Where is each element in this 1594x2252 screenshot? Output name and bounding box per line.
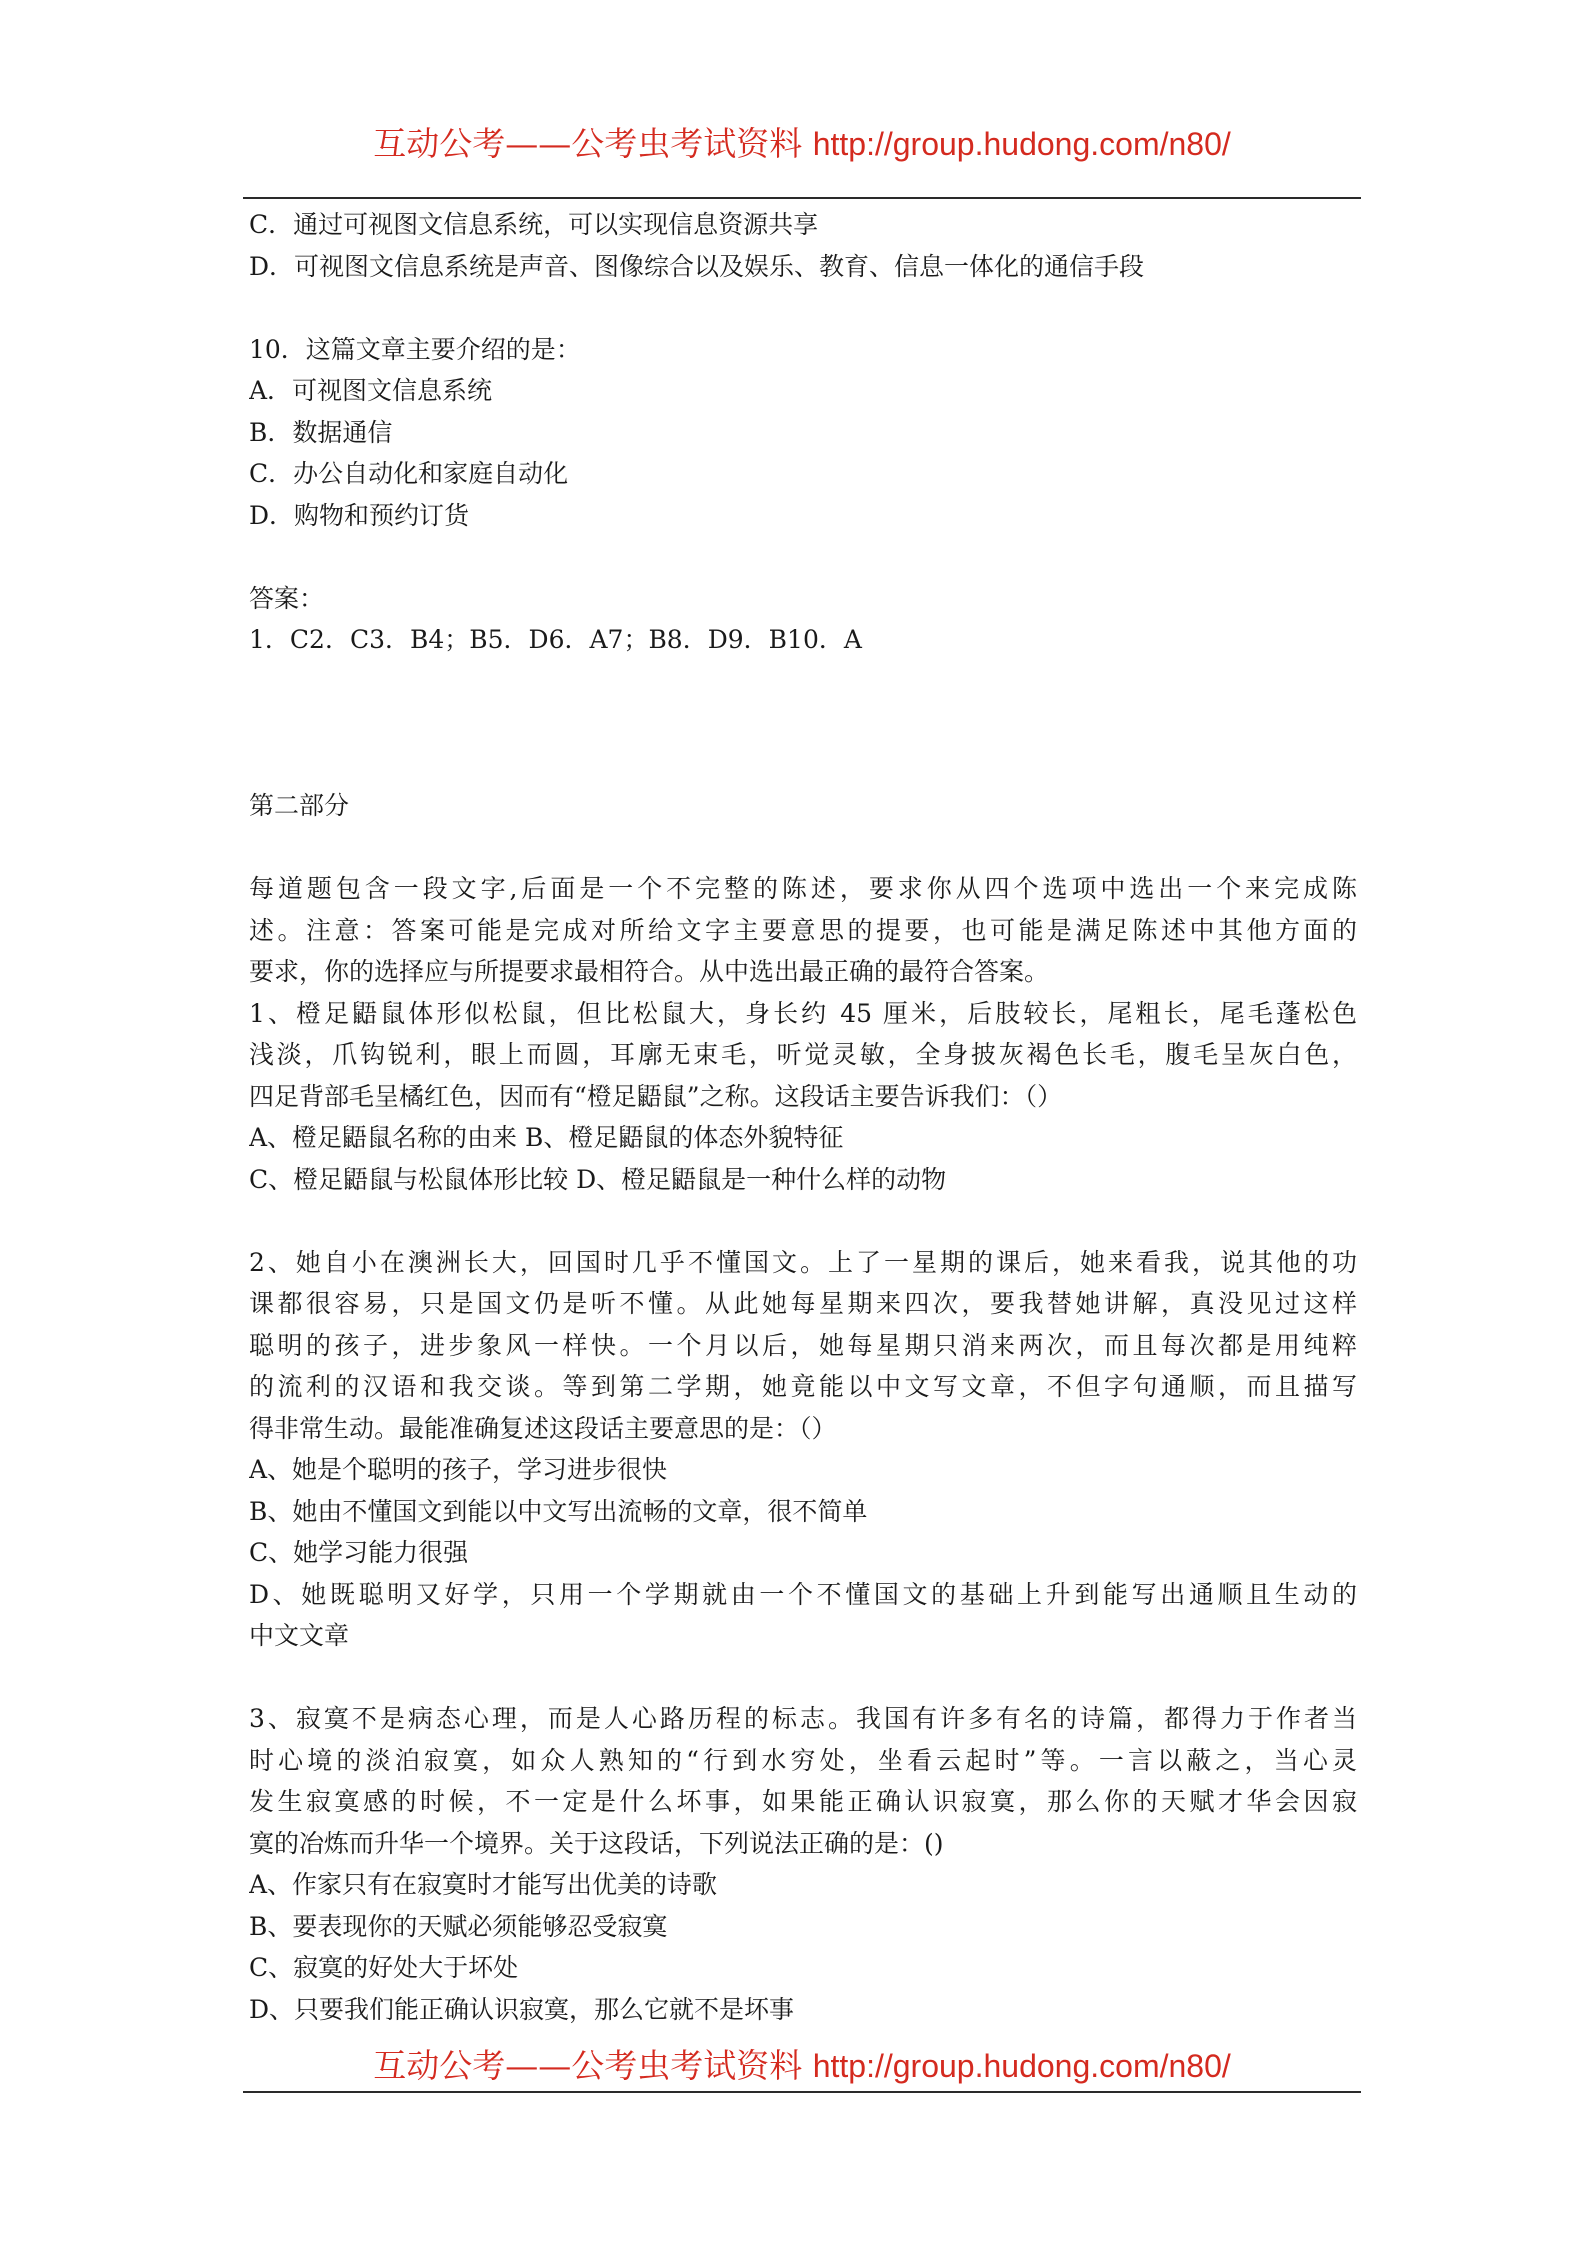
intro-line: 述。注意：答案可能是完成对所给文字主要意思的提要，也可能是满足陈述中其他方面的	[249, 915, 1357, 945]
intro-line: 要求，你的选择应与所提要求最相符合。从中选出最正确的最符合答案。	[249, 957, 1050, 986]
q9-option-c: C．通过可视图文信息系统，可以实现信息资源共享	[249, 210, 819, 239]
q10-option-d: D．购物和预约订货	[249, 500, 470, 530]
q10-option-b: B．数据通信	[249, 417, 393, 447]
answer-text: 1．C2．C3．B4；B5．D6．A7；B8．D9．B10．A	[249, 625, 862, 654]
q2-option-d: D、她既聪明又好学，只用一个学期就由一个不懂国文的基础上升到能写出通顺且生动的	[249, 1579, 1357, 1609]
q3-stem-line: 寞的冶炼而升华一个境界。关于这段话，下列说法正确的是：()	[249, 1828, 944, 1858]
q1-stem-line: 四足背部毛呈橘红色，因而有“橙足鼯鼠”之称。这段话主要告诉我们：（）	[249, 1081, 1063, 1111]
header-divider	[243, 197, 1361, 199]
q2-stem-line: 聪明的孩子，进步象风一样快。一个月以后，她每星期只消来两次，而且每次都是用纯粹	[249, 1330, 1357, 1360]
q10-option-a: A．可视图文信息系统	[249, 376, 493, 405]
q2-stem-line: 的流利的汉语和我交谈。等到第二学期，她竟能以中文写文章，不但字句通顺，而且描写	[249, 1372, 1357, 1401]
intro-line: 每道题包含一段文字,后面是一个不完整的陈述，要求你从四个选项中选出一个来完成陈	[249, 874, 1357, 903]
answer-label: 答案：	[249, 583, 325, 613]
q3-stem-line: 时心境的淡泊寂寞，如众人熟知的“行到水穷处，坐看云起时”等。一言以蔽之，当心灵	[249, 1745, 1357, 1775]
q2-option-c: C、她学习能力很强	[249, 1538, 469, 1567]
q3-option-d: D、只要我们能正确认识寂寞，那么它就不是坏事	[249, 1994, 795, 2024]
q2-option-b: B、她由不懂国文到能以中文写出流畅的文章，很不简单	[249, 1496, 868, 1526]
footer-url-link[interactable]: http://group.hudong.com/n80/	[812, 2048, 1231, 2084]
q3-stem-line: 发生寂寞感的时候，不一定是什么坏事，如果能正确认识寂寞，那么你的天赋才华会因寂	[249, 1787, 1357, 1816]
header-title: 互动公考——公考虫考试资料	[373, 124, 803, 163]
q1-stem-line: 1、橙足鼯鼠体形似松鼠，但比松鼠大，身长约 45 厘米，后肢较长，尾粗长，尾毛蓬松色	[249, 998, 1357, 1028]
footer-divider	[243, 2091, 1361, 2093]
page-header	[243, 122, 1361, 166]
q2-stem-line: 得非常生动。最能准确复述这段话主要意思的是：（）	[249, 1413, 837, 1443]
q2-stem-line: 课都很容易，只是国文仍是听不懂。从此她每星期来四次，要我替她讲解，真没见过这样	[249, 1289, 1357, 1318]
q2-stem-line: 2、她自小在澳洲长大，回国时几乎不懂国文。上了一星期的课后，她来看我，说其他的功	[249, 1247, 1357, 1277]
page-footer	[243, 2044, 1361, 2088]
q10-stem: 10．这篇文章主要介绍的是：	[249, 334, 581, 364]
header-url-link[interactable]: http://group.hudong.com/n80/	[812, 126, 1231, 162]
q10-option-c: C．办公自动化和家庭自动化	[249, 459, 569, 488]
document-body	[249, 204, 1357, 2030]
footer-title: 互动公考——公考虫考试资料	[373, 2046, 803, 2085]
q3-option-b: B、要表现你的天赋必须能够忍受寂寞	[249, 1911, 668, 1941]
q3-stem-line: 3、寂寞不是病态心理，而是人心路历程的标志。我国有许多有名的诗篇，都得力于作者当	[249, 1704, 1357, 1733]
section2-title: 第二部分	[249, 791, 350, 820]
q1-options-cd: C、橙足鼯鼠与松鼠体形比较 D、橙足鼯鼠是一种什么样的动物	[249, 1164, 947, 1194]
q2-option-a: A、她是个聪明的孩子，学习进步很快	[249, 1455, 668, 1484]
q1-stem-line: 浅淡，爪钩锐利，眼上而圆，耳廓无束毛，听觉灵敏，全身披灰褐色长毛，腹毛呈灰白色，	[249, 1040, 1357, 1069]
q3-option-c: C、寂寞的好处大于坏处	[249, 1953, 519, 1982]
q1-options-ab: A、橙足鼯鼠名称的由来 B、橙足鼯鼠的体态外貌特征	[249, 1123, 844, 1152]
q9-option-d: D．可视图文信息系统是声音、图像综合以及娱乐、教育、信息一体化的通信手段	[249, 251, 1145, 281]
q2-option-d-cont: 中文文章	[249, 1621, 350, 1650]
q3-option-a: A、作家只有在寂寞时才能写出优美的诗歌	[249, 1870, 718, 1899]
